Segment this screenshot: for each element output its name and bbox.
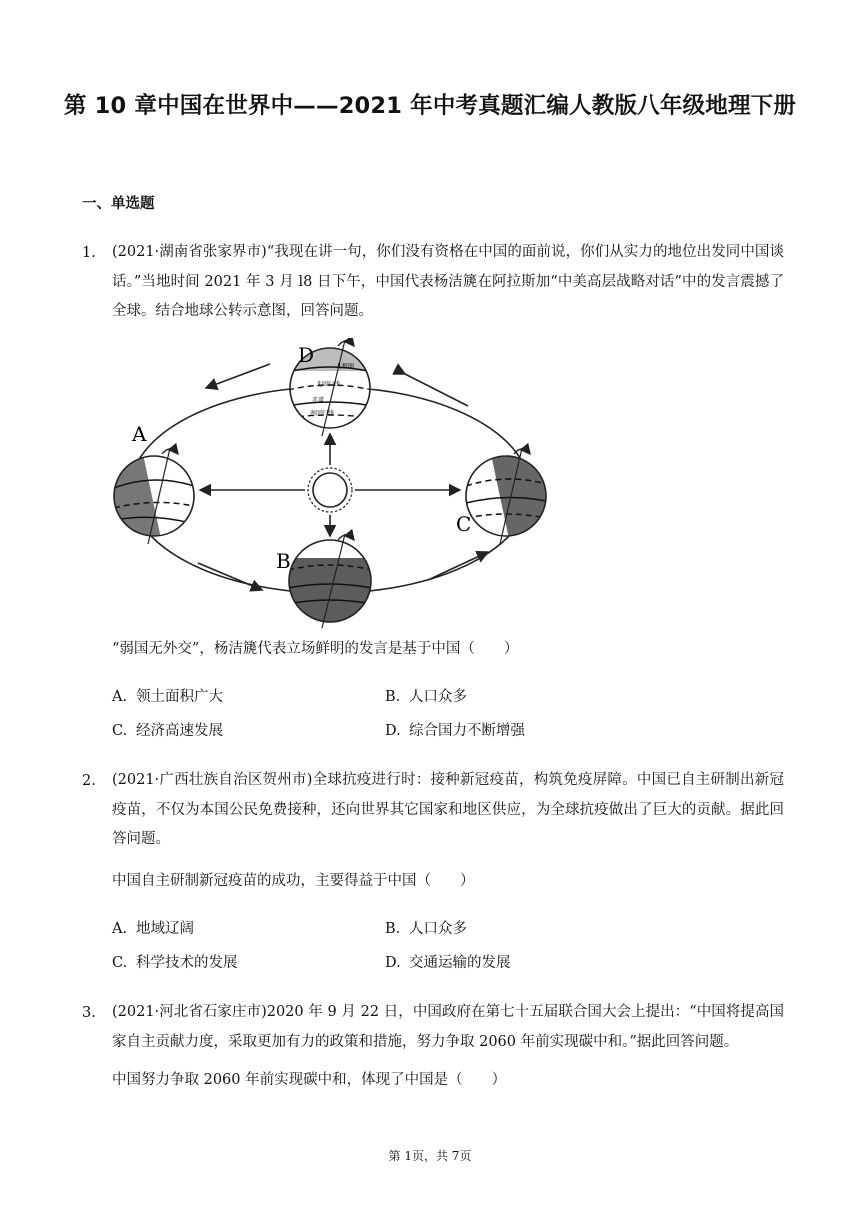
question-text: (2021·河北省石家庄市)2020 年 9 月 22 日，中国政府在第七十五届联合国大会上提出：“中国将提高国家自主贡献力度，采取更加有力的政策和措施，努力争取 2060 年前实现碳中和。”据此回答问题。: [112, 1004, 784, 1050]
position-label-b: B: [276, 549, 291, 573]
sun-icon: [308, 468, 352, 512]
position-label-d: D: [298, 343, 315, 367]
orbit-arrow: [405, 374, 468, 406]
option-a[interactable]: A. 领土面积广大: [112, 689, 223, 705]
question-stem: 中国自主研制新冠疫苗的成功，主要得益于中国（ ）: [112, 873, 475, 889]
globe-d-label: 北回归线: [316, 381, 341, 388]
document-title: 第 10 章中国在世界中——2021 年中考真题汇编人教版八年级地理下册: [63, 93, 797, 119]
position-label-a: A: [132, 422, 147, 446]
option-c[interactable]: C. 科学技术的发展: [112, 955, 238, 971]
earth-revolution-diagram: [0, 338, 860, 628]
question-text: (2021·湖南省张家界市)“我现在讲一句，你们没有资格在中国的面前说，你们从实力的地位出发同中国谈话。”当地时间 2021 年 3 月 l8 日下午，中国代表杨洁篪在阿拉斯加“中美高层战略对话”中的发言震撼了全球。结合地球公转示意图，回答问题。: [112, 244, 784, 319]
option-b[interactable]: B. 人口众多: [385, 689, 467, 705]
globe-a: [101, 448, 194, 556]
question-number: 3.: [82, 1005, 96, 1021]
globe-d-label: 南回归线: [310, 410, 335, 417]
question-number: 1.: [82, 245, 96, 261]
globe-d-label: 北极圈: [336, 363, 355, 370]
section-heading: 一、单选题: [82, 196, 155, 212]
position-label-c: C: [456, 512, 472, 536]
question-stem: 中国努力争取 2060 年前实现碳中和，体现了中国是（ ）: [112, 1072, 507, 1088]
orbit-arrow: [428, 552, 488, 580]
option-d[interactable]: D. 交通运输的发展: [385, 955, 511, 971]
question-text: (2021·广西壮族自治区贺州市)全球抗疫进行时：接种新冠疫苗，构筑免疫屏障。中国已自主研制出新冠疫苗，不仅为本国公民免费接种，还向世界其它国家和地区供应，为全球抗疫做出了巨大的贡献。据此回答问题。: [112, 772, 784, 847]
option-b[interactable]: B. 人口众多: [385, 921, 467, 937]
orbit-arrow: [206, 364, 270, 388]
option-c[interactable]: C. 经济高速发展: [112, 723, 223, 739]
page-footer: 第 1页，共 7页: [388, 1149, 472, 1163]
globe-b: [285, 534, 380, 628]
question-stem: “弱国无外交”，杨洁篪代表立场鲜明的发言是基于中国（ ）: [112, 641, 519, 657]
orbit-arrow: [198, 563, 262, 590]
option-d[interactable]: D. 综合国力不断增强: [385, 723, 525, 739]
question-number: 2.: [82, 773, 96, 789]
option-a[interactable]: A. 地域辽阔: [112, 921, 194, 937]
globe-d-label: 赤道: [312, 397, 325, 404]
